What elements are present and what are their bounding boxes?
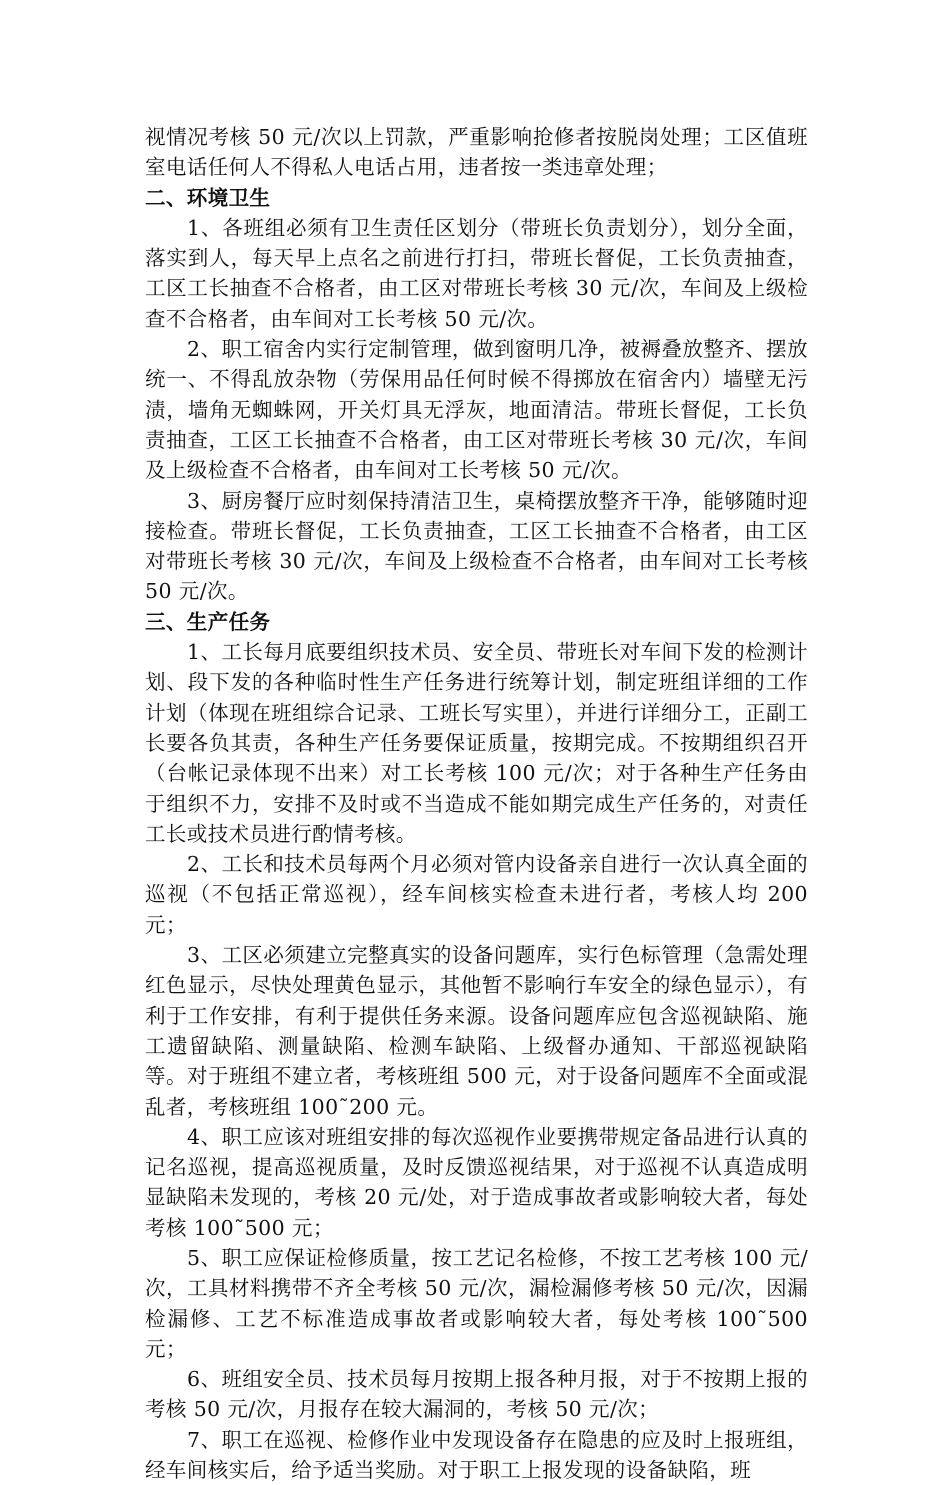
paragraph-prod-1: 1、工长每月底要组织技术员、安全员、带班长对车间下发的检测计划、段下发的各种临时性生产任务进行统筹计划，制定班组详细的工作计划（体现在班组综合记录、工班长写实里），并进行详细分工，正副工长要各负其责，各种生产任务要保证质量，按期完成。不按期组织召开（台帐记录体现不出来）对工长考核 100 元/次；对于各种生产任务由于组织不力，安排不及时或不当造成不能如期完成生产任务的，对责任工长或技术员进行酌情考核。 [145,640,808,846]
paragraph-env-3: 3、厨房餐厅应时刻保持清洁卫生，桌椅摆放整齐干净，能够随时迎接检查。带班长督促，工长负责抽查，工区工长抽查不合格者，由工区对带班长考核 30 元/次，车间及上级检查不合格者，由车间对工长考核 50 元/次。 [145,488,808,604]
paragraph-env-2: 2、职工宿舍内实行定制管理，做到窗明几净，被褥叠放整齐、摆放统一、不得乱放杂物（劳保用品任何时候不得掷放在宿舍内）墙壁无污渍，墙角无蜘蛛网，开关灯具无浮灰，地面清洁。带班长督促，工长负责抽查，工区工长抽查不合格者，由工区对带班长考核 30 元/次，车间及上级检查不合格者，由车间对工长考核 50 元/次。 [145,337,808,483]
paragraph-prod-7: 7、职工在巡视、检修作业中发现设备存在隐患的应及时上报班组，经车间核实后，给予适当奖励。对于职工上报发现的设备缺陷，班 [145,1427,808,1483]
paragraph-prod-4: 4、职工应该对班组安排的每次巡视作业要携带规定备品进行认真的记名巡视，提高巡视质量，及时反馈巡视结果，对于巡视不认真造成明显缺陷未发现的，考核 20 元/处，对于造成事故者或影响较大者，每处考核 100˜500 元； [145,1124,808,1240]
section-heading-environment: 二、环境卫生 [145,185,271,210]
paragraph-prod-6: 6、班组安全员、技术员每月按期上报各种月报，对于不按期上报的考核 50 元/次，月报存在较大漏洞的，考核 50 元/次； [145,1367,808,1422]
paragraph-prod-5: 5、职工应保证检修质量，按工艺记名检修，不按工艺考核 100 元/次，工具材料携带不齐全考核 50 元/次，漏检漏修考核 50 元/次，因漏检漏修、工艺不标准造成事故者或影响较大者，每处考核 100˜500 元； [145,1245,808,1361]
paragraph-prod-3: 3、工区必须建立完整真实的设备问题库，实行色标管理（急需处理红色显示，尽快处理黄色显示，其他暂不影响行车安全的绿色显示），有利于工作安排，有利于提供任务来源。设备问题库应包含巡视缺陷、施工遗留缺陷、测量缺陷、检测车缺陷、上级督办通知、干部巡视缺陷等。对于班组不建立者，考核班组 500 元，对于设备问题库不全面或混乱者，考核班组 100˜200 元。 [145,943,808,1119]
paragraph-prod-2: 2、工长和技术员每两个月必须对管内设备亲自进行一次认真全面的巡视（不包括正常巡视），经车间核实检查未进行者，考核人均 200 元； [145,852,808,937]
paragraph-env-1: 1、各班组必须有卫生责任区划分（带班长负责划分），划分全面，落实到人，每天早上点名之前进行打扫，带班长督促，工长负责抽查，工区工长抽查不合格者，由工区对带班长考核 30 元/次，车间及上级检查不合格者，由车间对工长考核 50 元/次。 [145,215,808,331]
document-page [145,122,808,1485]
paragraph-continuation: 视情况考核 50 元/次以上罚款，严重影响抢修者按脱岗处理；工区值班室电话任何人不得私人电话占用，违者按一类违章处理； [145,125,808,180]
section-heading-production: 三、生产任务 [145,609,271,634]
